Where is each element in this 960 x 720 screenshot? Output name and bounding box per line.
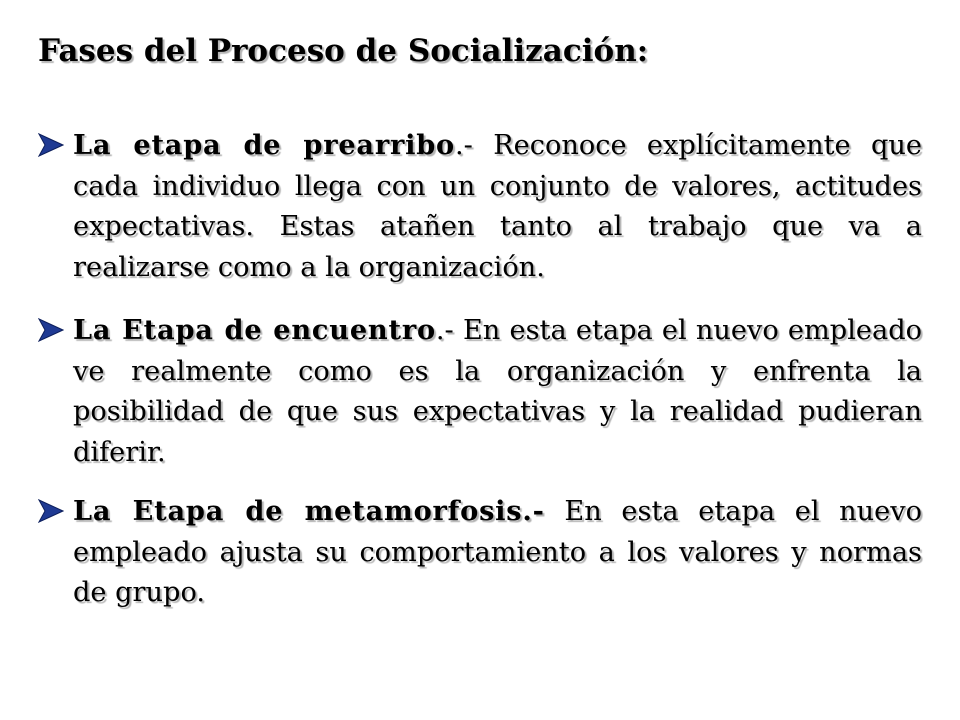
- bullet-item-metamorfosis: [38, 491, 922, 614]
- bullet-term: La Etapa de encuentro: [73, 314, 436, 346]
- arrowhead-bullet-icon: [38, 133, 64, 157]
- bullet-description: Reconoce explícitamente que cada individuo llega con un conjunto de valores, actitudes expectativas. Estas atañen tanto al trabajo que va a realizarse como a la organización.: [73, 130, 922, 283]
- bullet-separator: [545, 496, 565, 527]
- bullet-term: La Etapa de metamorfosis.-: [73, 495, 545, 527]
- arrowhead-bullet-icon: [38, 318, 64, 342]
- bullet-separator: .-: [435, 315, 463, 346]
- bullet-item-encuentro: [38, 310, 922, 473]
- bullet-item-prearribo: [38, 125, 922, 288]
- arrowhead-bullet-icon: [38, 499, 64, 523]
- bullet-description: En esta etapa el nuevo empleado ve realmente como es la organización y enfrenta la posibilidad de que sus expectativas y la realidad pudieran diferir.: [73, 315, 922, 468]
- slide-title: Fases del Proceso de Socialización:: [38, 33, 649, 69]
- bullet-separator: .-: [454, 130, 494, 161]
- bullet-description: En esta etapa el nuevo empleado ajusta su comportamiento a los valores y normas de grupo.: [73, 496, 922, 608]
- bullet-term: La etapa de prearribo: [73, 129, 455, 161]
- bullet-list: [38, 125, 922, 636]
